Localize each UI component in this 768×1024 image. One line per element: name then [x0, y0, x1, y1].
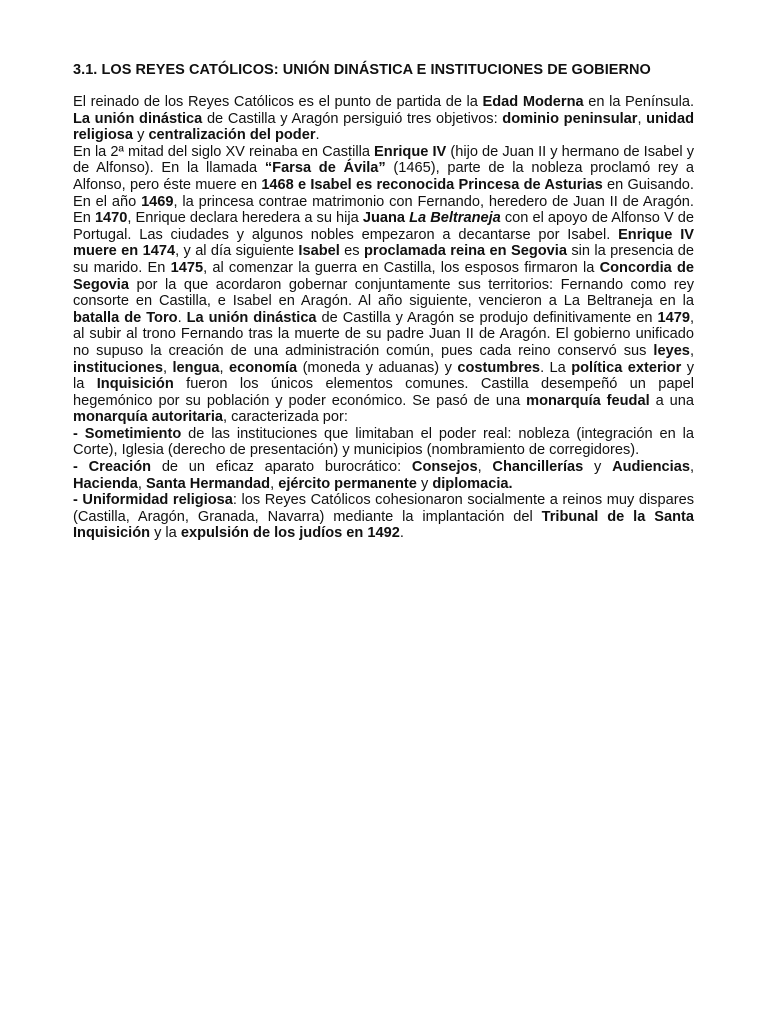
list-item-creacion: - Creación de un eficaz aparato burocrático: Consejos, Chancillerías y Audiencias, Hacienda, Santa Hermandad, ejército permanente y diplomacia. — [73, 459, 694, 492]
section-heading: 3.1. LOS REYES CATÓLICOS: UNIÓN DINÁSTICA E INSTITUCIONES DE GOBIERNO — [73, 62, 651, 78]
list-item-uniformidad: - Uniformidad religiosa: los Reyes Católicos cohesionaron socialmente a reinos muy dispares (Castilla, Aragón, Granada, Navarra) mediante la implantación del Tribunal de la Santa Inquisición y la expulsión de los judíos en 1492. — [73, 492, 694, 542]
document-body — [73, 94, 694, 542]
history-paragraph: En la 2ª mitad del siglo XV reinaba en Castilla Enrique IV (hijo de Juan II y hermano de Isabel y de Alfonso). En la llamada “Farsa de Ávila” (1465), parte de la nobleza proclamó rey a Alfonso, pero éste muere en 1468 e Isabel es reconocida Princesa de Asturias en Guisando. En el año 1469, la princesa contrae matrimonio con Fernando, heredero de Juan II de Aragón. En 1470, Enrique declara heredera a su hija Juana La Beltraneja con el apoyo de Alfonso V de Portugal. Las ciudades y algunos nobles empezaron a decantarse por Isabel. Enrique IV muere en 1474, y al día siguiente Isabel es proclamada reina en Segovia sin la presencia de su marido. En 1475, al comenzar la guerra en Castilla, los esposos firmaron la Concordia de Segovia por la que acordaron gobernar conjuntamente sus territorios: Fernando como rey consorte en Castilla, e Isabel en Aragón. Al año siguiente, vencieron a La Beltraneja en la batalla de Toro. La unión dinástica de Castilla y Aragón se produjo definitivamente en 1479, al subir al trono Fernando tras la muerte de su padre Juan II de Aragón. El gobierno unificado no supuso la creación de una administración común, pues cada reino conservó sus leyes, instituciones, lengua, economía (moneda y aduanas) y costumbres. La política exterior y la Inquisición fueron los únicos elementos comunes. Castilla desempeñó un papel hegemónico por su población y poder económico. Se pasó de una monarquía feudal a una monarquía autoritaria, caracterizada por: — [73, 143, 695, 426]
list-item-sometimiento: - Sometimiento de las instituciones que limitaban el poder real: nobleza (integración en la Corte), Iglesia (derecho de presentación) y municipios (nombramiento de corregidores). — [73, 425, 694, 459]
intro-paragraph: El reinado de los Reyes Católicos es el punto de partida de la Edad Moderna en la Península. La unión dinástica de Castilla y Aragón persiguió tres objetivos: dominio peninsular, unidad religiosa y centralización del poder. — [73, 94, 695, 144]
